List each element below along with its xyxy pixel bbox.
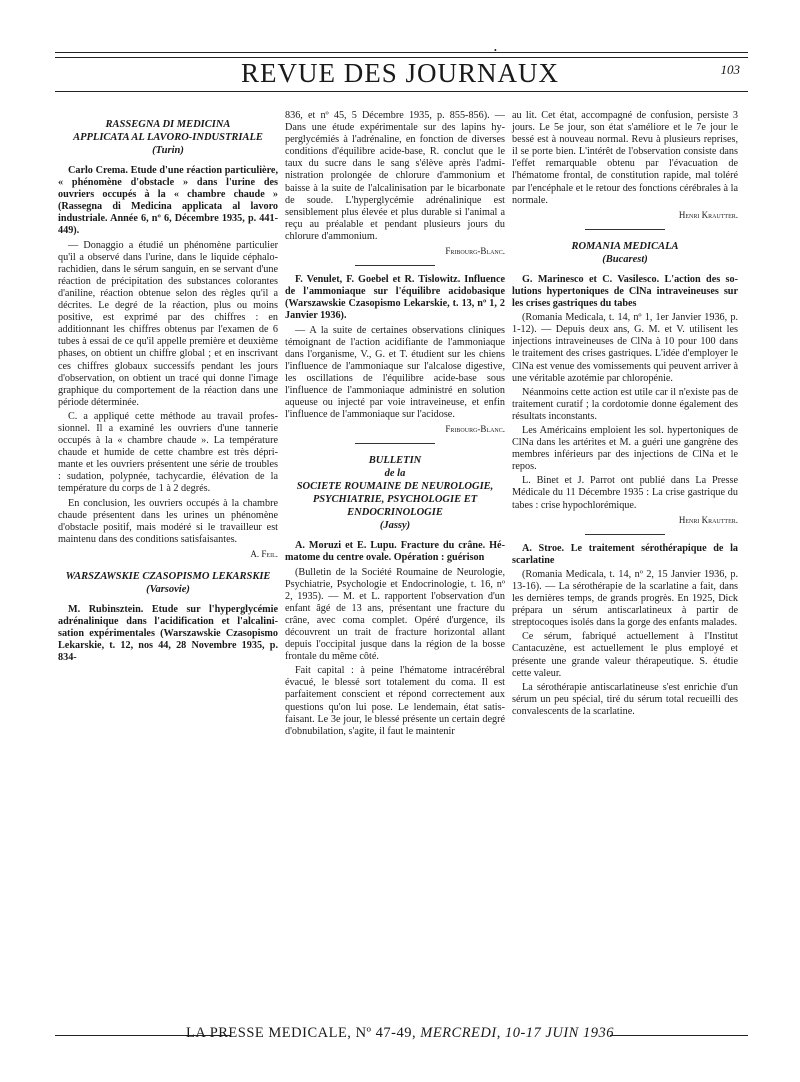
top-rule xyxy=(55,52,748,53)
header-rule xyxy=(55,91,748,92)
section-heading-line: de la xyxy=(384,468,406,480)
column-2 xyxy=(285,110,505,740)
article-signature: Fribourg-Blanc. xyxy=(445,424,505,435)
footer-issue: Nº 47-49, xyxy=(355,1025,417,1041)
article-signature: A. Feil. xyxy=(250,548,278,559)
divider xyxy=(585,229,665,230)
section-heading xyxy=(512,240,738,266)
article-signature: Henri Krautter. xyxy=(678,209,738,220)
article-paragraph: L. Binet et J. Parrot ont publié dans La Presse Médicale du 11 Décembre 1935 : La crise gastrique du tabes : crise hypochlorémique. xyxy=(512,475,738,511)
page-number: 103 xyxy=(720,62,740,77)
section-heading xyxy=(58,570,278,596)
divider xyxy=(355,265,435,266)
article-paragraph: La sérothérapie antiscarlatineuse s'est enrichie d'un sérum un peu spécial, tiré du sérum total recueilli des convalescents de la scarlatine. xyxy=(512,681,738,717)
divider xyxy=(585,534,665,535)
section-heading xyxy=(285,454,505,532)
article-paragraph: Ce sérum, fabriqué actuellement à l'Institut Cantacuzène, est actuellement le plus employé et présente une grande valeur thérapeutique. S. étudie cette valeur. xyxy=(512,631,738,679)
section-place: (Varsovie) xyxy=(146,584,190,595)
article-paragraph: Les Américains emploient les sol. hypertoniques de ClNa dans les artérites et M. a guéri une gangrène des membres inférieurs par des injections de ClNa et le repos. xyxy=(512,424,738,473)
section-heading xyxy=(58,118,278,157)
article-paragraph: — A la suite de certaines observations cliniques témoignant de l'action acidifiante de l'ammoniaque dans l'organisme, V., G. et T. étudient sur les chiens l'influence de l'ammoniaque sur l'alcalose digestive, les oscillations de l'équilibre acide-base sous l'influence de l'ammoniaque administré en solution aqueuse ou injecté par voie intraveineuse, et enfin l'influence de l'ammoniaque sur l'acidose. xyxy=(285,324,505,421)
article-paragraph: C. a appliqué cette méthode au travail professionnel. Il a examiné les ouvriers d'une tannerie occupés à la « chambre chaude ». La température chaude et humide de cette chambre est très déprimante et les ouvriers présentent une série de troubles : sudation, polypnée, tachycardie, élévation de la température du corps de 1 à 2 degrés. xyxy=(58,410,278,495)
column-3 xyxy=(512,110,738,720)
article-title: M. Rubinsztein. Etude sur l'hyperglycémie adrénalinique dans l'acidification et l'alcalinisation expérimentales (Warszawskie Czasopismo Lekarskie, t. 12, nos 44, 28 Novembre 1935, p. 834- xyxy=(58,604,278,664)
article-paragraph: Néanmoins cette action est utile car il n'existe pas de traitement curatif ; la cordotomie donne également des résultats inconstants. xyxy=(512,386,738,422)
section-heading-line: WARSZAWSKIE CZASOPISMO LEKARSKIE xyxy=(65,571,271,582)
article-paragraph: (Bulletin de la Société Roumaine de Neurologie, Psychiatrie, Psychologie et Endocrinologie, t. 16, nº 2, 1935). — M. et L. rapportent l'observation d'un enfant âgé de 13 ans, présentant une fracture du crâne, avec coma complet. Opéré d'urgence, ils découvrent un trait de fracture horizontal allant depuis l'occipital jusque dans la région de la bosse frontale du même côté. xyxy=(285,566,505,663)
article-paragraph: En conclusion, les ouvriers occupés à la chambre chaude présentent dans les urines un phénomène d'obstacle positif, mais modéré si le travailleur est maintenu dans des conditions satisfaisantes. xyxy=(58,497,278,545)
article-paragraph: au lit. Cet état, accompagné de confusion, persiste 3 jours. Le 5e jour, son état s'améliore et le 7e jour le bessé est à nouveau normal. Revu à plusieurs reprises, il se porte bien. L'intérêt de l'observation consiste dans l'effet remarquable obtenu par l'évacuation de l'hématome frontal, de constitution rapide, mal toléré par l'encéphale et le retour des fonctions cérébrales à la normale. xyxy=(512,110,738,206)
footer-date: MERCREDI, 10-17 JUIN 1936 xyxy=(420,1025,614,1041)
article-signature: Fribourg-Blanc. xyxy=(445,246,505,257)
section-heading-line: ROMANIA MEDICALA xyxy=(571,240,679,252)
article-title: A. Moruzi et E. Lupu. Fracture du crâne. Hématome du centre ovale. Opération : guérison xyxy=(285,540,505,564)
article-paragraph: 836, et nº 45, 5 Décembre 1935, p. 855-856). — Dans une étude expérimentale sur des lapins hyperglycémiés à l'adrénaline, en fonction de diverses conditions d'équilibre acide-base, R. conclut que le taux du sucre dans le sang s'élève après l'administration prolongée de chlorure d'ammonium et baisse à la suite de l'alcalinisation par le bicarbonate de soude. L'hyperglycémie adrénalinique est sensiblement plus élevée et plus durable si l'animal a reçu au préalable et pendant plusieurs jours du chlorure d'ammonium. xyxy=(285,110,505,242)
article-paragraph: (Romania Medicala, t. 14, nº 1, 1er Janvier 1936, p. 1-12). — Depuis deux ans, G. M. et V. utilisent les injections intraveineuses de ClNa à 10 pour 100 dans le traitement des crises gastriques. L'idée d'employer le ClNa est venue des vomissements qui peuvent arriver à une véritable azotémie par chloropénie. xyxy=(512,312,738,384)
article-paragraph: — Donaggio a étudié un phénomène particulier qu'il a observé dans l'urine, dans le liquide céphalo-rachidien, dans le sérum sanguin, en se servant d'une réaction de précipitation des substances colorantes d'aniline, réaction obtenue selon des règles qu'il a décrites. Le degré de la réaction, plus ou moins positive, est exprimé par des chiffres : en additionnant les chiffres obtenus par l'examen de 6 tubes à essai de ce qu'il appelle première et deuxième phases, on obtient un chiffre global ; et en inscrivant ces chiffres globaux successifs pendant les jours d'observation, on obtient un tracé qui donne l'image graphique du comportement de la réaction dans une période déterminée. xyxy=(58,239,278,408)
footer-journal: LA PRESSE MEDICALE, xyxy=(186,1025,352,1041)
divider xyxy=(355,443,435,444)
section-place: (Bucarest) xyxy=(602,253,648,265)
section-heading-line: RASSEGNA DI MEDICINA xyxy=(105,119,231,130)
page-footer xyxy=(0,1025,800,1042)
article-title: Carlo Crema. Etude d'une réaction particulière, « phénomène d'obstacle » dans l'urine des ouvriers occupés à la « chambre chaude » (Rassegna di Medicina applicata al lavoro industriale. Année 6, nº 6, Décembre 1935, p. 441-449). xyxy=(58,165,278,237)
article-title: G. Marinesco et C. Vasilesco. L'action des solutions hypertoniques de ClNa intraveineuses sur les crises gastriques du tabes xyxy=(512,273,738,310)
article-signature: Henri Krautter. xyxy=(678,514,738,525)
article-title: A. Stroe. Le traitement sérothérapique de la scarlatine xyxy=(512,542,738,566)
page-title: REVUE DES JOURNAUX xyxy=(240,58,559,88)
section-place: (Jassy) xyxy=(379,520,411,532)
section-heading-line: APPLICATA AL LAVORO-INDUSTRIALE xyxy=(73,132,263,143)
top-mark: • xyxy=(494,46,497,55)
article-paragraph: (Romania Medicala, t. 14, nº 2, 15 Janvier 1936, p. 13-16). — La sérothérapie de la scarlatine a fait, dans les dernières temps, de grands progrès. En 1925, Dick prépara un sérum antiscarlatineux à partir de streptocoques isolés dans la gorge des enfants malades. xyxy=(512,568,738,629)
section-place: (Turin) xyxy=(152,145,184,156)
article-paragraph: Fait capital : à peine l'hématome intracérébral évacué, le blessé sort totalement du coma. Il est parfaitement conscient et répond correctement aux questions qu'on lui pose. Le lendemain, état satisfaisant. Le 3e jour, le blessé présente un certain degré d'obnubilation, s'agite, il faut le maintenir xyxy=(285,665,505,737)
section-heading-line: BULLETIN xyxy=(368,455,422,467)
column-1 xyxy=(58,108,278,666)
article-title: F. Venulet, F. Goebel et R. Tislowitz. Influence de l'ammoniaque sur l'équilibre acidobasique (Warszawskie Czasopismo Lekarskie, t. 13, nº 1, 2 Janvier 1936). xyxy=(285,274,505,322)
section-heading-line: SOCIETE ROUMAINE DE NEUROLOGIE, PSYCHIATRIE, PSYCHOLOGIE ET ENDOCRINOLOGIE xyxy=(296,481,494,519)
